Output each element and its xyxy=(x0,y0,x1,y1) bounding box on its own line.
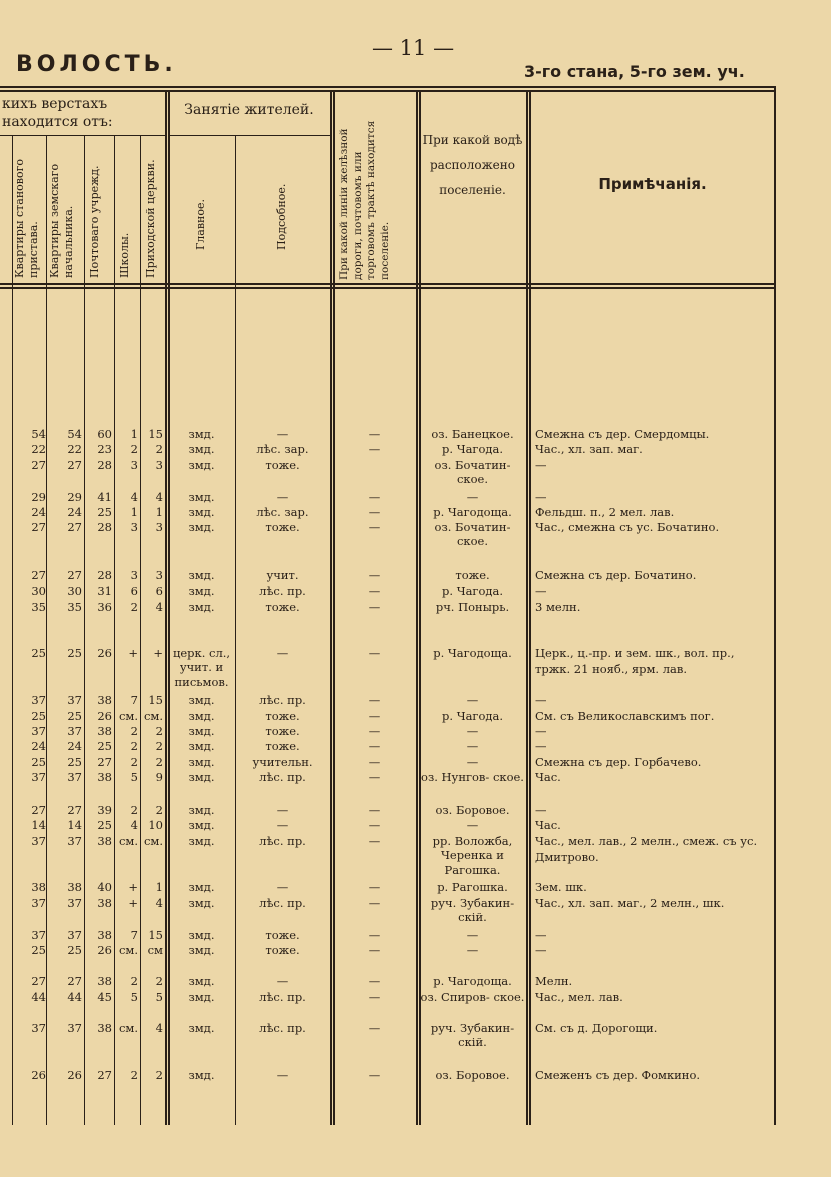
row-cell-c2: 22 xyxy=(67,442,82,456)
row-cell-c8: — xyxy=(368,568,381,582)
row-cell-c9: — xyxy=(466,755,479,769)
row-cell-c4: 7 xyxy=(130,928,138,942)
row-cell-c5: см xyxy=(147,943,163,957)
row-cell-c2: 30 xyxy=(67,584,82,598)
row-cell-c9: оз. Банецкое. xyxy=(431,427,514,441)
row-cell-c5: 15 xyxy=(148,693,163,707)
row-cell-c1: 44 xyxy=(31,990,46,1004)
row-cell-c2: 24 xyxy=(67,739,82,753)
row-cell-c10: Смежна съ дер. Горбачево. xyxy=(535,755,702,769)
row-cell-c10: — xyxy=(535,803,547,817)
row-cell-c9: — xyxy=(466,928,479,942)
row-cell-c4: 3 xyxy=(130,520,138,534)
row-cell-c7: учит. xyxy=(266,568,299,582)
row-cell-c7: тоже. xyxy=(265,739,300,753)
row-cell-c2: 37 xyxy=(67,693,82,707)
header-notes: Примѣчанія. xyxy=(598,175,707,193)
row-cell-c8: — xyxy=(368,770,381,784)
row-cell-c10: Смежна съ дер. Бочатино. xyxy=(535,568,697,582)
header-col-church: Приходской церкви. xyxy=(144,159,157,278)
row-cell-c4: 2 xyxy=(130,724,138,738)
row-cell-c9: оз. Боровое. xyxy=(435,1068,510,1082)
row-cell-c3: 38 xyxy=(97,770,112,784)
row-cell-c4: 6 xyxy=(130,584,138,598)
row-cell-c7: тоже. xyxy=(265,943,300,957)
row-cell-c9: — xyxy=(466,724,479,738)
row-cell-c3: 26 xyxy=(97,943,112,957)
row-cell-c4: см. xyxy=(118,709,138,723)
row-cell-c4: + xyxy=(128,880,138,894)
row-cell-c9: оз. Бочатин- ское. xyxy=(434,520,511,549)
row-cell-c7: лѣс. пр. xyxy=(259,770,306,784)
row-cell-c7: — xyxy=(276,974,289,988)
row-cell-c4: см. xyxy=(118,834,138,848)
row-cell-c7: лѣс. пр. xyxy=(259,834,306,848)
row-cell-c3: 38 xyxy=(97,724,112,738)
row-cell-c6: змд. xyxy=(188,880,215,894)
row-cell-c1: 24 xyxy=(31,739,46,753)
row-cell-c5: 1 xyxy=(155,505,163,519)
row-cell-c10: Смежна съ дер. Смердомцы. xyxy=(535,427,710,441)
row-cell-c4: 3 xyxy=(130,568,138,582)
row-cell-c5: 2 xyxy=(155,739,163,753)
row-cell-c5: 2 xyxy=(155,803,163,817)
row-cell-c10: См. съ Великославскимъ пог. xyxy=(535,709,715,723)
row-cell-c1: 29 xyxy=(31,490,46,504)
row-cell-c3: 38 xyxy=(97,896,112,910)
row-cell-c3: 38 xyxy=(97,974,112,988)
row-cell-c4: 2 xyxy=(130,755,138,769)
page-number: — 11 — xyxy=(372,36,455,60)
row-cell-c9: оз. Спиров- ское. xyxy=(420,990,525,1004)
row-cell-c2: 25 xyxy=(67,943,82,957)
row-cell-c7: лѣс. пр. xyxy=(259,896,306,910)
row-cell-c3: 36 xyxy=(97,600,112,614)
row-cell-c9: р. Чагодоща. xyxy=(433,974,512,988)
row-cell-c7: лѣс. пр. xyxy=(259,990,306,1004)
row-cell-c10: — xyxy=(535,943,547,957)
row-cell-c6: змд. xyxy=(188,834,215,848)
row-cell-c2: 25 xyxy=(67,755,82,769)
page-header-right: 3-го стана, 5-го зем. уч. xyxy=(524,62,745,81)
row-cell-c9: — xyxy=(466,490,479,504)
row-cell-c8: — xyxy=(368,974,381,988)
header-col-post: Почтоваго учрежд. xyxy=(88,165,101,278)
row-cell-c5: 3 xyxy=(155,520,163,534)
row-cell-c2: 25 xyxy=(67,646,82,660)
row-cell-c7: лѣс. пр. xyxy=(259,584,306,598)
row-cell-c3: 31 xyxy=(97,584,112,598)
row-cell-c10: — xyxy=(535,490,547,504)
row-cell-c5: 1 xyxy=(155,880,163,894)
row-cell-c2: 27 xyxy=(67,520,82,534)
row-cell-c10: Час., смежна съ ус. Бочатино. xyxy=(535,520,720,534)
row-cell-c1: 25 xyxy=(31,646,46,660)
row-cell-c8: — xyxy=(368,943,381,957)
row-cell-c7: — xyxy=(276,880,289,894)
row-cell-c4: 2 xyxy=(130,1068,138,1082)
row-cell-c10: Час. xyxy=(535,770,561,784)
row-cell-c1: 37 xyxy=(31,896,46,910)
row-cell-c7: тоже. xyxy=(265,709,300,723)
row-cell-c5: 3 xyxy=(155,568,163,582)
header-distance-group: кихъ верстахъ находится отъ: xyxy=(2,96,113,130)
row-cell-c3: 40 xyxy=(97,880,112,894)
row-cell-c9: оз. Боровое. xyxy=(435,803,510,817)
row-cell-c7: — xyxy=(276,1068,289,1082)
row-cell-c5: 15 xyxy=(148,427,163,441)
row-cell-c3: 28 xyxy=(97,520,112,534)
row-cell-c2: 25 xyxy=(67,709,82,723)
row-cell-c6: змд. xyxy=(188,818,215,832)
row-cell-c3: 28 xyxy=(97,458,112,472)
row-cell-c2: 27 xyxy=(67,803,82,817)
row-cell-c5: 2 xyxy=(155,442,163,456)
row-cell-c7: — xyxy=(276,818,289,832)
row-cell-c8: — xyxy=(368,739,381,753)
row-cell-c2: 26 xyxy=(67,1068,82,1082)
row-cell-c8: — xyxy=(368,896,381,910)
row-cell-c8: — xyxy=(368,1021,381,1035)
row-cell-c6: змд. xyxy=(188,990,215,1004)
row-cell-c8: — xyxy=(368,442,381,456)
row-cell-c6: змд. xyxy=(188,520,215,534)
row-cell-c1: 14 xyxy=(31,818,46,832)
row-cell-c9: рч. Понырь. xyxy=(435,600,510,614)
row-cell-c1: 25 xyxy=(31,709,46,723)
row-cell-c5: 4 xyxy=(155,600,163,614)
header-water: При какой водѣ расположено поселеніе. xyxy=(422,133,523,198)
row-cell-c6: змд. xyxy=(188,928,215,942)
row-cell-c7: — xyxy=(276,490,289,504)
row-cell-c3: 27 xyxy=(97,1068,112,1082)
row-cell-c8: — xyxy=(368,646,381,660)
row-cell-c5: 2 xyxy=(155,755,163,769)
row-cell-c9: руч. Зубакин- скій. xyxy=(430,1021,515,1050)
row-cell-c4: 2 xyxy=(130,974,138,988)
header-col-zemsk: Квартиры земскаго начальника. xyxy=(48,163,76,278)
row-cell-c7: — xyxy=(276,803,289,817)
row-cell-c10: Церк., ц.-пр. и зем. шк., вол. пр., тржк. 21 нояб., ярм. лав. xyxy=(535,646,735,676)
row-cell-c8: — xyxy=(368,600,381,614)
row-cell-c8: — xyxy=(368,505,381,519)
row-cell-c10: Мелн. xyxy=(535,974,573,988)
row-cell-c6: змд. xyxy=(188,709,215,723)
header-col-stan: Квартиры станового пристава. xyxy=(13,159,41,278)
header-occupation-group: Занятіе жителей. xyxy=(184,102,314,118)
row-cell-c4: 5 xyxy=(130,990,138,1004)
row-cell-c6: змд. xyxy=(188,770,215,784)
row-cell-c2: 24 xyxy=(67,505,82,519)
row-cell-c2: 29 xyxy=(67,490,82,504)
row-cell-c8: — xyxy=(368,427,381,441)
row-cell-c8: — xyxy=(368,1068,381,1082)
row-cell-c4: 7 xyxy=(130,693,138,707)
row-cell-c6: змд. xyxy=(188,1068,215,1082)
row-cell-c1: 37 xyxy=(31,770,46,784)
row-cell-c1: 27 xyxy=(31,520,46,534)
row-cell-c5: 2 xyxy=(155,724,163,738)
row-cell-c9: руч. Зубакин- скій. xyxy=(430,896,515,925)
row-cell-c1: 54 xyxy=(31,427,46,441)
row-cell-c7: тоже. xyxy=(265,928,300,942)
row-cell-c4: + xyxy=(128,896,138,910)
row-cell-c8: — xyxy=(368,928,381,942)
row-cell-c1: 30 xyxy=(31,584,46,598)
row-cell-c1: 27 xyxy=(31,803,46,817)
row-cell-c10: — xyxy=(535,584,547,598)
row-cell-c5: + xyxy=(153,646,163,660)
row-cell-c6: змд. xyxy=(188,755,215,769)
row-cell-c3: 38 xyxy=(97,928,112,942)
row-cell-c7: — xyxy=(276,646,289,660)
row-cell-c1: 25 xyxy=(31,943,46,957)
row-cell-c6: церк. сл., учит. и письмов. xyxy=(172,646,231,689)
row-cell-c4: 2 xyxy=(130,600,138,614)
row-cell-c1: 25 xyxy=(31,755,46,769)
row-cell-c8: — xyxy=(368,584,381,598)
row-cell-c4: 4 xyxy=(130,490,138,504)
row-cell-c2: 27 xyxy=(67,974,82,988)
row-cell-c1: 24 xyxy=(31,505,46,519)
row-cell-c7: лѣс. пр. xyxy=(259,1021,306,1035)
row-cell-c6: змд. xyxy=(188,803,215,817)
row-cell-c5: 4 xyxy=(155,896,163,910)
row-cell-c8: — xyxy=(368,818,381,832)
row-cell-c5: 9 xyxy=(155,770,163,784)
row-cell-c8: — xyxy=(368,755,381,769)
row-cell-c2: 37 xyxy=(67,928,82,942)
row-cell-c1: 37 xyxy=(31,834,46,848)
header-col-school: Школы. xyxy=(118,232,131,278)
row-cell-c9: р. Рагошка. xyxy=(437,880,508,894)
row-cell-c10: — xyxy=(535,693,547,707)
row-cell-c10: Час., мел. лав. xyxy=(535,990,623,1004)
row-cell-c9: — xyxy=(466,739,479,753)
row-cell-c2: 27 xyxy=(67,458,82,472)
row-cell-c5: 6 xyxy=(155,584,163,598)
row-cell-c3: 25 xyxy=(97,505,112,519)
row-cell-c2: 38 xyxy=(67,880,82,894)
row-cell-c6: змд. xyxy=(188,458,215,472)
row-cell-c6: змд. xyxy=(188,896,215,910)
row-cell-c3: 25 xyxy=(97,818,112,832)
row-cell-c4: 1 xyxy=(130,427,138,441)
row-cell-c7: тоже. xyxy=(265,520,300,534)
row-cell-c8: — xyxy=(368,490,381,504)
header-col-road: При какой линіи желѣзной дороги, почтовомъ или торговомъ трактѣ находится поселеніе. xyxy=(338,120,391,280)
row-cell-c8: — xyxy=(368,520,381,534)
row-cell-c3: 45 xyxy=(97,990,112,1004)
row-cell-c9: р. Чагода. xyxy=(442,709,503,723)
row-cell-c3: 26 xyxy=(97,646,112,660)
row-cell-c1: 37 xyxy=(31,1021,46,1035)
row-cell-c4: см. xyxy=(118,943,138,957)
row-cell-c6: змд. xyxy=(188,427,215,441)
row-cell-c6: змд. xyxy=(188,974,215,988)
row-cell-c10: Зем. шк. xyxy=(535,880,587,894)
row-cell-c7: лѣс. зар. xyxy=(256,505,309,519)
row-cell-c5: 4 xyxy=(155,1021,163,1035)
row-cell-c2: 37 xyxy=(67,834,82,848)
row-cell-c3: 38 xyxy=(97,693,112,707)
header-col-main: Главное. xyxy=(194,199,207,250)
row-cell-c4: 4 xyxy=(130,818,138,832)
row-cell-c6: змд. xyxy=(188,693,215,707)
row-cell-c5: 2 xyxy=(155,1068,163,1082)
row-cell-c5: 10 xyxy=(148,818,163,832)
row-cell-c5: см. xyxy=(143,709,163,723)
row-cell-c4: 5 xyxy=(130,770,138,784)
row-cell-c4: + xyxy=(128,646,138,660)
row-cell-c6: змд. xyxy=(188,739,215,753)
row-cell-c5: 4 xyxy=(155,490,163,504)
row-cell-c5: 2 xyxy=(155,974,163,988)
row-cell-c10: См. съ д. Дорогощи. xyxy=(535,1021,658,1035)
row-cell-c10: Час., хл. зап. маг., 2 мелн., шк. xyxy=(535,896,725,910)
row-cell-c10: Час., хл. зап. маг. xyxy=(535,442,643,456)
row-cell-c6: змд. xyxy=(188,724,215,738)
row-cell-c10: — xyxy=(535,724,547,738)
row-cell-c1: 35 xyxy=(31,600,46,614)
row-cell-c7: тоже. xyxy=(265,724,300,738)
row-cell-c6: змд. xyxy=(188,568,215,582)
row-cell-c4: 3 xyxy=(130,458,138,472)
row-cell-c5: 5 xyxy=(155,990,163,1004)
row-cell-c10: Смеженъ съ дер. Фомкино. xyxy=(535,1068,701,1082)
row-cell-c5: 15 xyxy=(148,928,163,942)
row-cell-c9: р. Чагода. xyxy=(442,442,503,456)
row-cell-c6: змд. xyxy=(188,600,215,614)
row-cell-c6: змд. xyxy=(188,943,215,957)
row-cell-c2: 37 xyxy=(67,770,82,784)
row-cell-c9: р. Чагодоща. xyxy=(433,505,512,519)
row-cell-c8: — xyxy=(368,834,381,848)
row-cell-c2: 14 xyxy=(67,818,82,832)
row-cell-c9: — xyxy=(466,943,479,957)
row-cell-c10: Час. xyxy=(535,818,561,832)
row-cell-c7: лѣс. зар. xyxy=(256,442,309,456)
row-cell-c4: 2 xyxy=(130,739,138,753)
row-cell-c3: 39 xyxy=(97,803,112,817)
row-cell-c1: 26 xyxy=(31,1068,46,1082)
row-cell-c5: 3 xyxy=(155,458,163,472)
row-cell-c2: 27 xyxy=(67,568,82,582)
row-cell-c10: Час., мел. лав., 2 мелн., смеж. съ ус. Дмитрово. xyxy=(535,834,758,864)
row-cell-c10: Фельдш. п., 2 мел. лав. xyxy=(535,505,675,519)
row-cell-c3: 28 xyxy=(97,568,112,582)
row-cell-c10: — xyxy=(535,458,547,472)
row-cell-c6: змд. xyxy=(188,584,215,598)
row-cell-c3: 60 xyxy=(97,427,112,441)
row-cell-c8: — xyxy=(368,693,381,707)
row-cell-c7: тоже. xyxy=(265,600,300,614)
row-cell-c7: учительн. xyxy=(252,755,313,769)
row-cell-c10: — xyxy=(535,739,547,753)
row-cell-c9: р. Чагода. xyxy=(442,584,503,598)
row-cell-c10: — xyxy=(535,928,547,942)
row-cell-c7: тоже. xyxy=(265,458,300,472)
row-cell-c4: 1 xyxy=(130,505,138,519)
row-cell-c6: змд. xyxy=(188,490,215,504)
row-cell-c1: 27 xyxy=(31,568,46,582)
row-cell-c3: 27 xyxy=(97,755,112,769)
row-cell-c2: 35 xyxy=(67,600,82,614)
row-cell-c9: оз. Бочатин- ское. xyxy=(434,458,511,487)
row-cell-c3: 23 xyxy=(97,442,112,456)
row-cell-c2: 54 xyxy=(67,427,82,441)
row-cell-c1: 27 xyxy=(31,458,46,472)
row-cell-c8: — xyxy=(368,990,381,1004)
row-cell-c5: см. xyxy=(143,834,163,848)
row-cell-c3: 38 xyxy=(97,1021,112,1035)
row-cell-c7: — xyxy=(276,427,289,441)
row-cell-c2: 37 xyxy=(67,724,82,738)
row-cell-c4: 2 xyxy=(130,803,138,817)
row-cell-c1: 37 xyxy=(31,693,46,707)
row-cell-c10: 3 мелн. xyxy=(535,600,581,614)
row-cell-c3: 41 xyxy=(97,490,112,504)
row-cell-c1: 37 xyxy=(31,928,46,942)
row-cell-c2: 44 xyxy=(67,990,82,1004)
row-cell-c6: змд. xyxy=(188,505,215,519)
row-cell-c9: рр. Воложба, Черенка и Рагошка. xyxy=(432,834,513,877)
row-cell-c7: лѣс. пр. xyxy=(259,693,306,707)
row-cell-c8: — xyxy=(368,803,381,817)
row-cell-c6: змд. xyxy=(188,442,215,456)
row-cell-c8: — xyxy=(368,724,381,738)
row-cell-c4: 2 xyxy=(130,442,138,456)
row-cell-c3: 38 xyxy=(97,834,112,848)
page-header-left: ВОЛОСТЬ. xyxy=(16,52,177,77)
row-cell-c1: 22 xyxy=(31,442,46,456)
row-cell-c9: р. Чагодоща. xyxy=(433,646,512,660)
row-cell-c2: 37 xyxy=(67,896,82,910)
row-cell-c1: 27 xyxy=(31,974,46,988)
row-cell-c8: — xyxy=(368,709,381,723)
row-cell-c9: — xyxy=(466,818,479,832)
row-cell-c6: змд. xyxy=(188,1021,215,1035)
row-cell-c9: — xyxy=(466,693,479,707)
row-cell-c9: тоже. xyxy=(455,568,490,582)
row-cell-c8: — xyxy=(368,880,381,894)
row-cell-c3: 25 xyxy=(97,739,112,753)
row-cell-c4: см. xyxy=(118,1021,138,1035)
row-cell-c1: 37 xyxy=(31,724,46,738)
row-cell-c9: оз. Нунгов- ское. xyxy=(421,770,524,784)
row-cell-c3: 26 xyxy=(97,709,112,723)
row-cell-c1: 38 xyxy=(31,880,46,894)
row-cell-c2: 37 xyxy=(67,1021,82,1035)
header-col-aux: Подсобное. xyxy=(275,183,288,250)
